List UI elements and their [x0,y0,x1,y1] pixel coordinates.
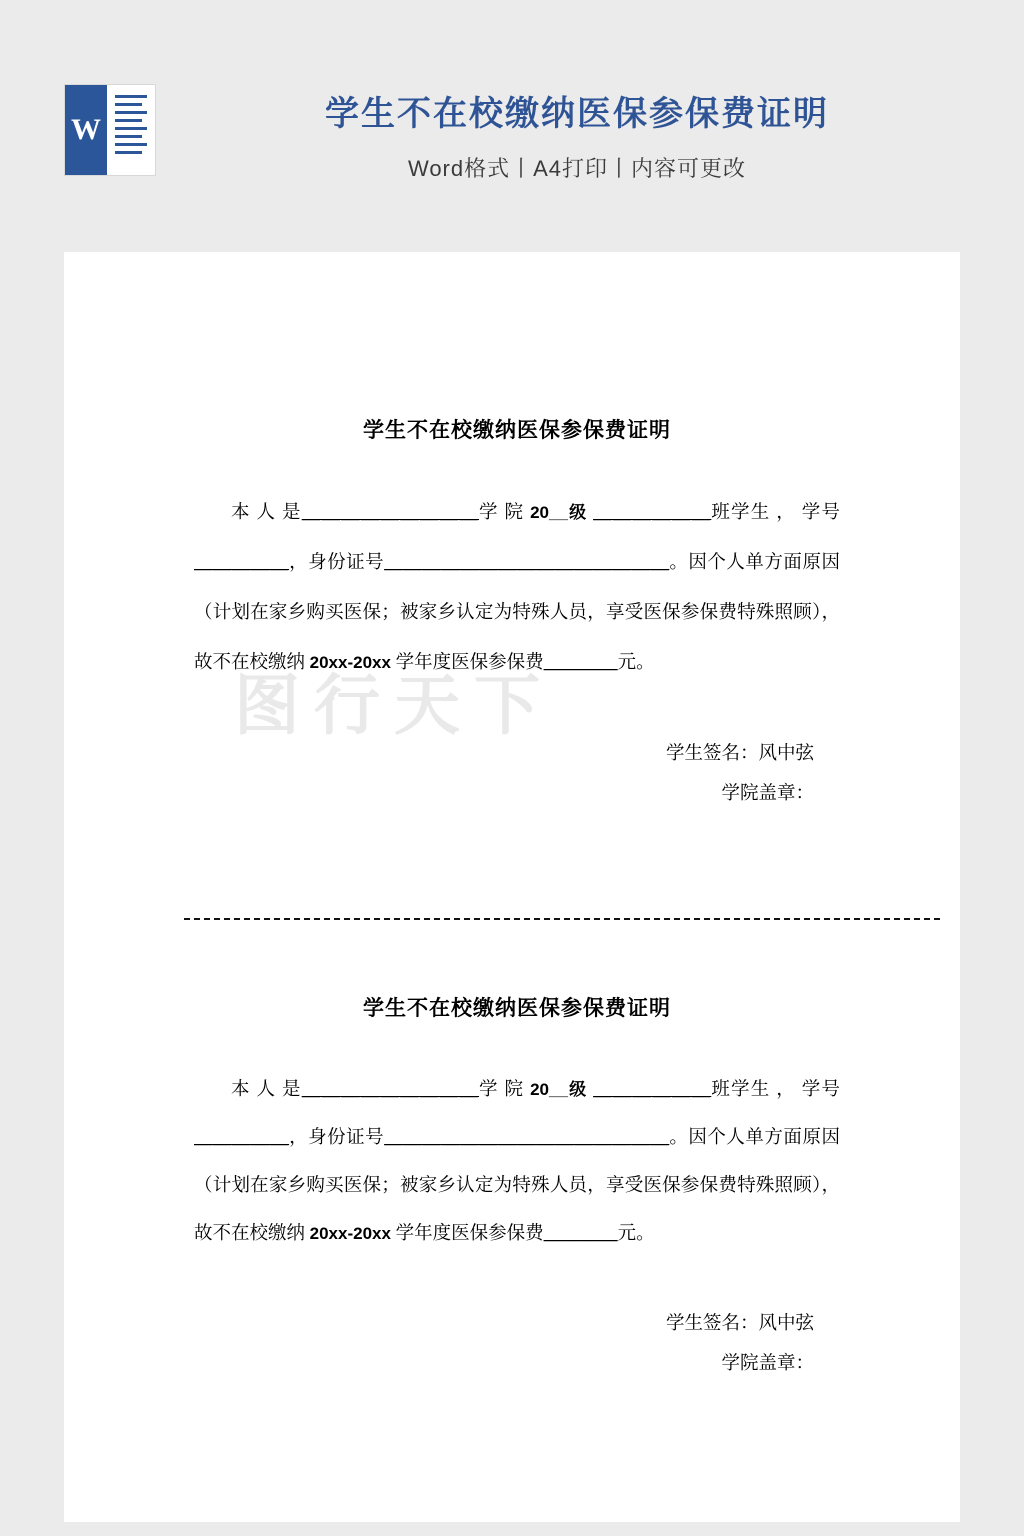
watermark-text: 图行天下 [234,670,554,743]
s1-text-c: 班学生 ， 学 [711,503,822,523]
s2-blank-class: ＿＿＿＿＿＿ [593,1080,712,1100]
s1-blank-idno: ＿＿＿＿＿＿＿＿＿＿＿＿＿＿＿ [384,553,670,573]
s2-blank-college: ＿＿＿＿＿＿＿＿＿ [301,1080,480,1100]
s2-signature-label: 学生签名： [665,1314,759,1334]
page-header [0,0,1024,230]
s2-text-i: 学年度医保参保费 [395,1224,544,1244]
s1-blank-studentno: ＿＿＿＿＿ [194,553,290,573]
s1-year-field: 20__级 [530,503,588,522]
s1-text-b: 学 院 [479,503,525,523]
s1-text-g: 原因（计划在家乡购买医保；被家乡认定为特殊人员，享受医保参 [194,553,840,623]
section-2-body [194,1066,840,1258]
word-document-icon [64,84,156,176]
s1-blank-class: ＿＿＿＿＿＿ [593,503,712,523]
word-logo-letter: W [65,85,107,175]
s2-academic-year: 20xx-20xx [309,1224,391,1243]
s2-text-a: 本 人 是 [231,1080,302,1100]
s1-text-f: 。因个人单方面 [669,553,803,573]
s1-text-i: 学年度医保参保费 [395,653,544,673]
section-2-signature-block [194,1304,840,1384]
section-1-signature-block [194,734,840,814]
s2-signature-line [194,1304,814,1344]
s1-blank-amount: ＿＿＿＿ [543,653,618,673]
certificate-section-1 [64,414,960,814]
s2-text-c: 班学生 ， 学 [711,1080,822,1100]
s2-text-j: 元。 [617,1224,655,1244]
s1-blank-college: ＿＿＿＿＿＿＿＿＿ [301,503,480,523]
s2-blank-idno: ＿＿＿＿＿＿＿＿＿＿＿＿＿＿＿ [384,1128,670,1148]
certificate-section-2 [64,992,960,1384]
s2-blank-amount: ＿＿＿＿ [543,1224,618,1244]
page-title: 学生不在校缴纳医保参保费证明 [325,95,829,133]
s2-text-e: ，身份证号 [289,1128,385,1148]
s1-text-a: 本 人 是 [231,503,302,523]
word-logo-lines [107,85,155,175]
s1-text-d: 号 [821,503,840,523]
header-text-block [190,92,964,183]
s2-text-f: 。因个人单方面原 [669,1128,822,1148]
section-1-body [194,488,840,688]
s2-text-d: 号 [821,1080,840,1100]
page-subtitle: Word格式丨A4打印丨内容可更改 [407,156,747,181]
s2-text-h: 费特殊照顾），故不在校缴纳 [194,1176,840,1244]
s2-text-g: 因（计划在家乡购买医保；被家乡认定为特殊人员，享受医保参保 [194,1128,840,1196]
s2-signature-value: 风中弦 [758,1314,814,1334]
s1-signature-line [194,734,814,774]
s1-seal-line: 学院盖章： [721,784,814,804]
s2-seal-line: 学院盖章： [721,1354,814,1374]
section-1-title: 学生不在校缴纳医保参保费证明 [363,418,671,442]
s1-academic-year: 20xx-20xx [309,653,391,672]
s1-text-j: 元。 [617,653,655,673]
s2-text-b: 学 院 [479,1080,525,1100]
document-page [64,252,960,1522]
s1-text-h: 保费特殊照顾），故不在校缴纳 [194,603,840,673]
s1-text-e: ，身份证号 [289,553,385,573]
s2-year-field: 20__级 [530,1080,588,1099]
section-2-title: 学生不在校缴纳医保参保费证明 [363,996,671,1020]
s2-blank-studentno: ＿＿＿＿＿ [194,1128,290,1148]
cut-divider [184,918,940,920]
s1-signature-label: 学生签名： [665,744,759,764]
s1-signature-value: 风中弦 [758,744,814,764]
